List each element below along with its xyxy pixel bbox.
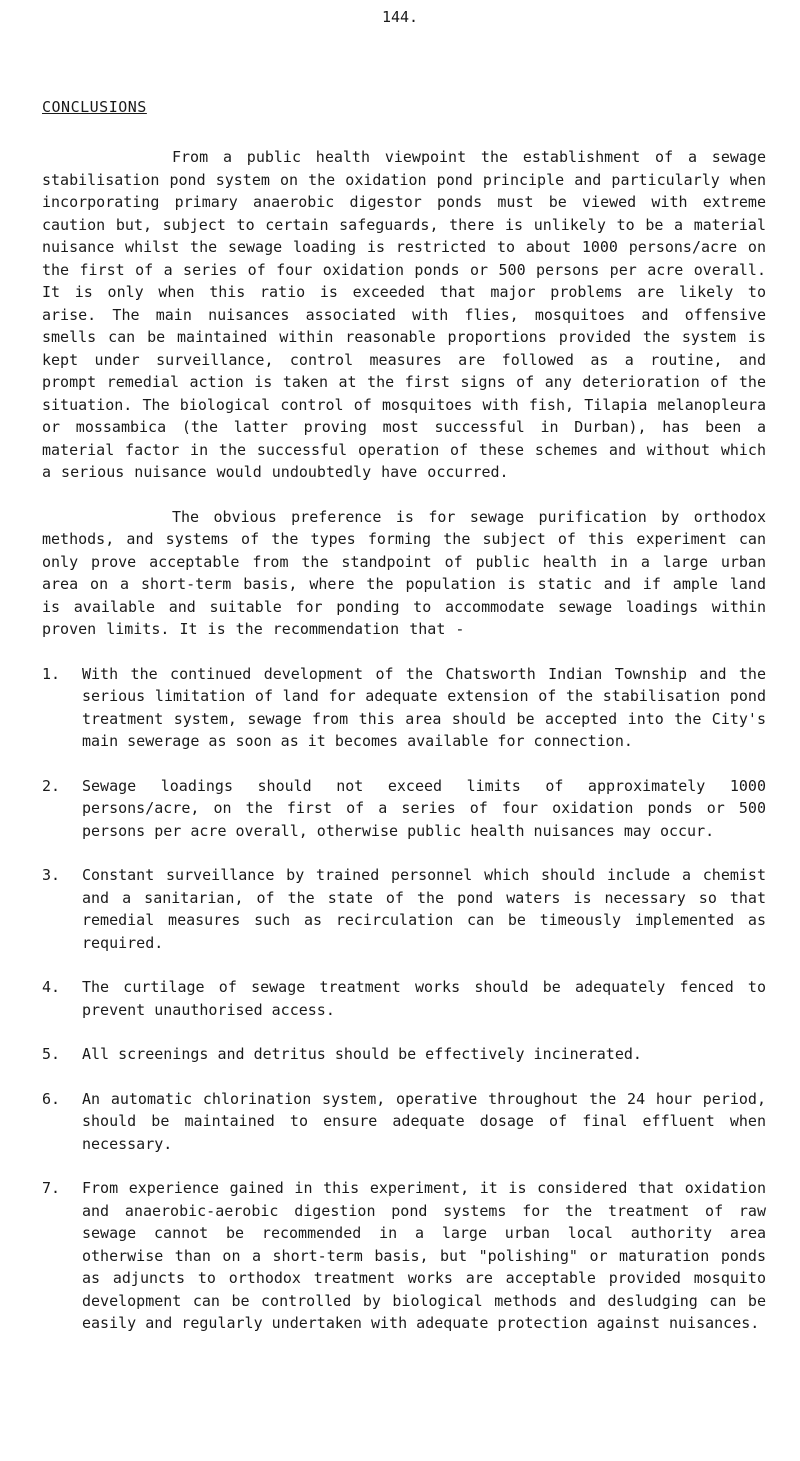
recommendation-item	[42, 864, 766, 954]
document-body	[42, 146, 766, 1357]
recommendation-item	[42, 775, 766, 843]
recommendation-text: With the continued development of the Chatsworth Indian Township and the serious limitation of land for adequate extension of the stabilisation pond treatment system, sewage from this area should be accepted into the City's main sewerage as soon as it becomes available for connection.	[82, 664, 766, 750]
recommendation-item	[42, 1088, 766, 1156]
paragraph-preference: The obvious preference is for sewage purification by orthodox methods, and systems of the types forming the subject of this experiment can only prove acceptable from the standpoint of public health in a large urban area on a short-term basis, where the population is static and if ample land is available and suitable for ponding to accommodate sewage loadings within proven limits. It is the recommendation that -	[42, 507, 766, 638]
recommendation-text: All screenings and detritus should be effectively incinerated.	[82, 1045, 642, 1063]
section-heading: CONCLUSIONS	[42, 98, 147, 116]
recommendation-text: Sewage loadings should not exceed limits of approximately 1000 persons/acre, on the first of a series of four oxidation ponds or 500 persons per acre overall, otherwise public health nuisances may occur.	[82, 776, 766, 840]
recommendation-item	[42, 663, 766, 753]
recommendation-item	[42, 1043, 766, 1066]
page-number: 144.	[381, 8, 419, 26]
recommendation-item	[42, 1177, 766, 1335]
recommendation-list	[42, 663, 766, 1335]
recommendation-number: 7.	[42, 1179, 61, 1197]
recommendation-number: 2.	[42, 776, 61, 795]
recommendation-text: Constant surveillance by trained personnel which should include a chemist and a sanitarian, of the state of the pond waters is necessary so that remedial measures such as recirculation can be timeously implemented as required.	[82, 866, 766, 952]
paragraph-public-health: From a public health viewpoint the establishment of a sewage stabilisation pond system on the oxidation pond principle and particularly when incorporating primary anaerobic digestor ponds must be viewed with extreme caution but, subject to certain safeguards, there is unlikely to be a material nuisance whilst the sewage loading is restricted to about 1000 persons/acre on the first of a series of four oxidation ponds or 500 persons per acre overall. It is only when this ratio is exceeded that major problems are likely to arise. The main nuisances associated with flies, mosquitoes and offensive smells can be maintained within reasonable proportions provided the system is kept under surveillance, control measures are followed as a routine, and prompt remedial action is taken at the first signs of any deterioration of the situation. The biological control of mosquitoes with fish, Tilapia melanopleura or mossambica (the latter proving most successful in Durban), has been a material factor in the successful operation of these schemes and without which a serious nuisance would undoubtedly have occurred.	[42, 148, 766, 481]
recommendation-number: 4.	[42, 978, 61, 996]
recommendation-item	[42, 976, 766, 1021]
recommendation-number: 3.	[42, 866, 61, 884]
recommendation-text: From experience gained in this experiment, it is considered that oxidation and anaerobic-aerobic digestion pond systems for the treatment of raw sewage cannot be recommended in a large urban local authority area otherwise than on a short-term basis, but "polishing" or maturation ponds as adjuncts to orthodox treatment works are acceptable provided mosquito development can be controlled by biological methods and desludging can be easily and regularly undertaken with adequate protection against nuisances.	[82, 1179, 766, 1332]
recommendation-text: An automatic chlorination system, operative throughout the 24 hour period, should be maintained to ensure adequate dosage of final effluent when necessary.	[82, 1089, 766, 1153]
recommendation-number: 5.	[42, 1045, 61, 1063]
recommendation-number: 1.	[42, 664, 61, 683]
recommendation-text: The curtilage of sewage treatment works should be adequately fenced to prevent unauthorised access.	[82, 978, 766, 1019]
recommendation-number: 6.	[42, 1089, 61, 1108]
